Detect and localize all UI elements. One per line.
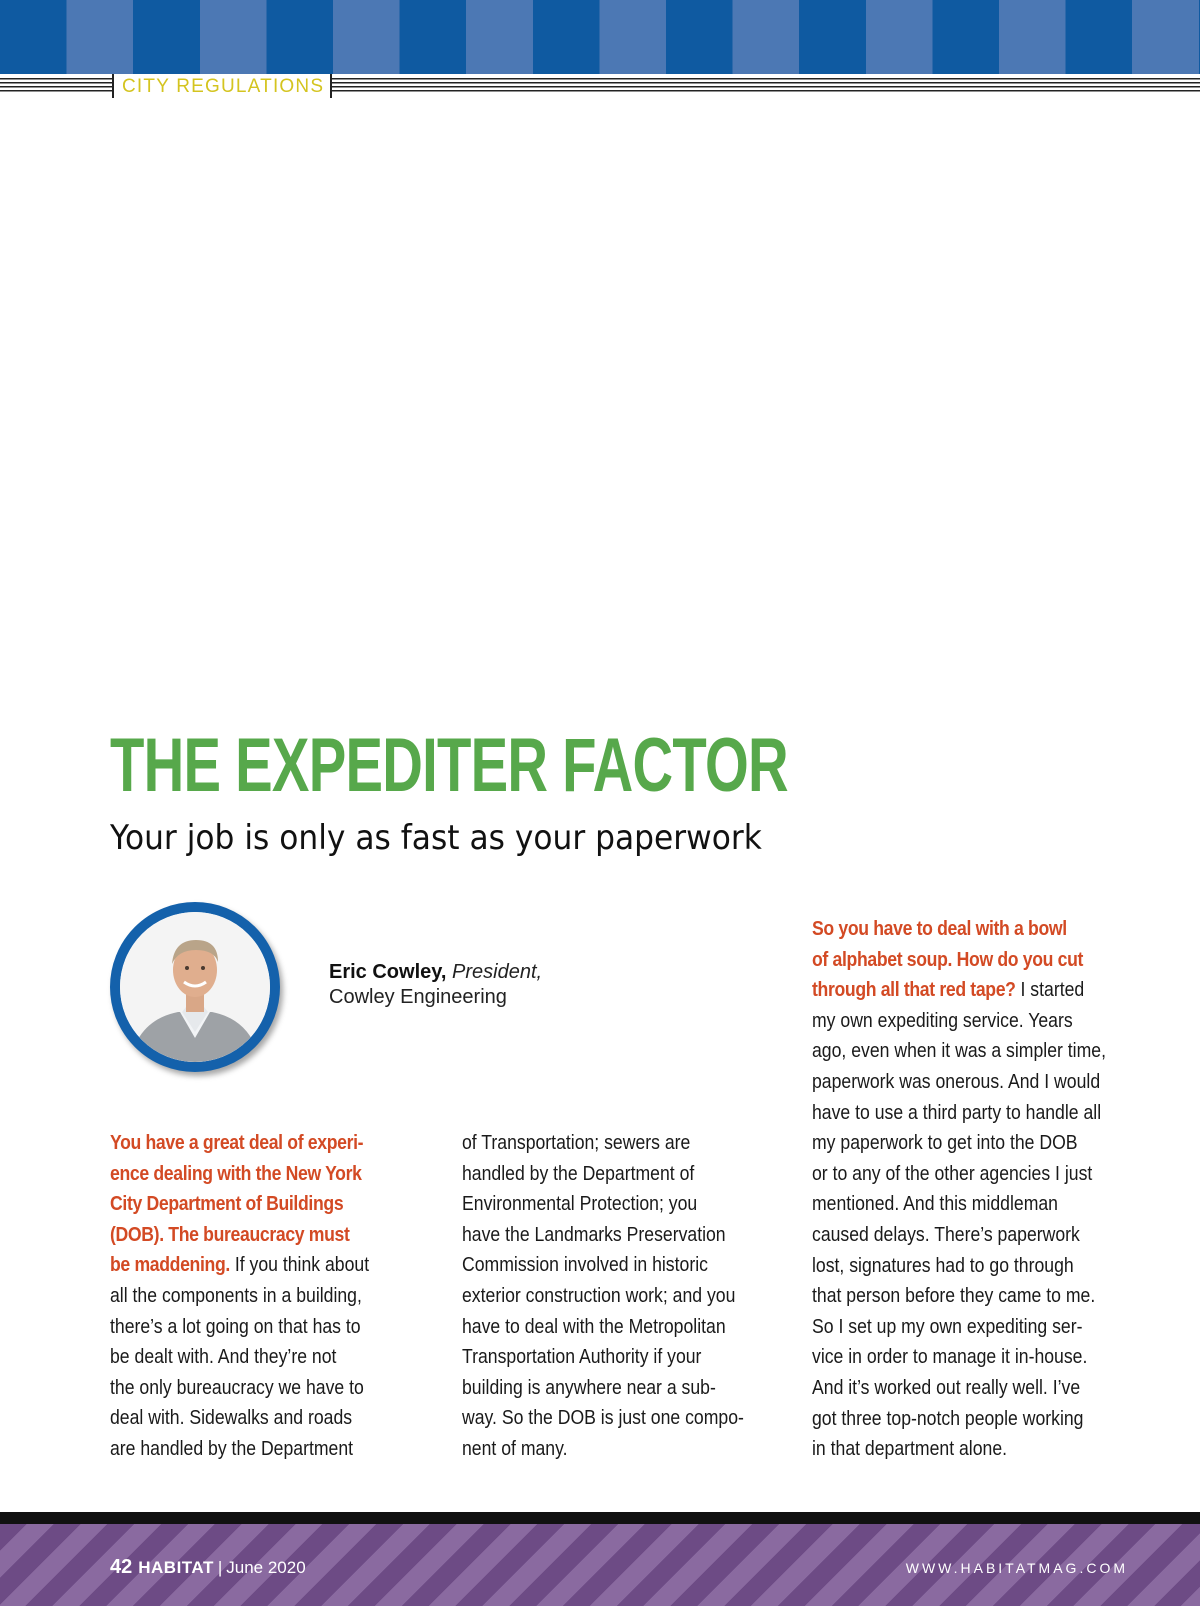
question-text: through all that red tape?	[812, 978, 1016, 1002]
answer-text: of Transportation; sewers are	[462, 1131, 691, 1154]
author-name: Eric Cowley,	[329, 961, 447, 983]
answer-text: handled by the Department of	[462, 1161, 695, 1185]
body-column-1	[110, 1128, 432, 1465]
body-line	[812, 914, 1089, 945]
question-text: (DOB). The bureaucracy must	[110, 1222, 350, 1246]
answer-text: Transportation Authority if your	[462, 1345, 702, 1369]
question-text: So you have to deal with a bowl	[812, 917, 1067, 940]
body-line	[812, 1220, 1089, 1251]
body-line	[812, 1434, 1089, 1465]
answer-text: caused delays. There’s paperwork	[812, 1222, 1080, 1246]
answer-text: building is anywhere near a sub-	[462, 1375, 716, 1399]
body-line	[812, 1159, 1093, 1190]
rule-lines-right	[332, 78, 1200, 94]
answer-text: deal with. Sidewalks and roads	[110, 1406, 353, 1430]
answer-text: nent of many.	[462, 1436, 568, 1460]
body-line	[110, 1403, 387, 1434]
answer-text: paperwork was onerous. And I would	[812, 1069, 1101, 1093]
question-text: of alphabet soup. How do you cut	[812, 947, 1084, 971]
body-line	[812, 1036, 1106, 1067]
body-line	[462, 1250, 739, 1281]
article-subhead: Your job is only as fast as your paperwork	[110, 818, 762, 858]
question-text: City Department of Buildings	[110, 1192, 344, 1216]
website-url: WWW.HABITATMAG.COM	[905, 1560, 1128, 1576]
section-rule	[0, 74, 1200, 100]
body-line	[462, 1281, 739, 1312]
author-byline	[329, 960, 542, 1010]
body-line	[812, 945, 1089, 976]
body-line	[462, 1189, 739, 1220]
answer-text: So I set up my own expediting ser-	[812, 1314, 1083, 1338]
body-line	[462, 1128, 739, 1159]
body-line	[812, 1128, 1089, 1159]
answer-text: in that department alone.	[812, 1437, 1008, 1461]
answer-text: way. So the DOB is just one compo-	[462, 1406, 744, 1430]
body-line	[462, 1434, 739, 1465]
answer-text: have to use a third party to handle all	[812, 1100, 1102, 1124]
answer-text: or to any of the other agencies I just	[812, 1161, 1093, 1185]
body-line	[110, 1250, 387, 1281]
section-label-box	[112, 74, 332, 98]
answer-text: If you think about	[229, 1253, 370, 1277]
page-number: 42	[110, 1556, 133, 1578]
answer-text: Environmental Protection; you	[462, 1192, 698, 1216]
answer-text: be dealt with. And they’re not	[110, 1345, 337, 1369]
body-line	[462, 1312, 739, 1343]
answer-text: And it’s worked out really well. I’ve	[812, 1375, 1081, 1399]
article-headline: THE EXPEDITER FACTOR	[110, 723, 788, 808]
body-line	[462, 1403, 744, 1434]
body-column-2	[462, 1128, 784, 1465]
question-text: ence dealing with the New York	[110, 1161, 362, 1185]
body-line	[110, 1189, 387, 1220]
body-line	[110, 1128, 387, 1159]
body-line	[812, 1281, 1096, 1312]
magazine-name: HABITAT	[138, 1558, 214, 1577]
answer-text: ago, even when it was a simpler time,	[812, 1039, 1106, 1063]
section-label: CITY REGULATIONS	[122, 76, 325, 97]
footer-folio	[110, 1556, 306, 1579]
body-line	[110, 1342, 387, 1373]
body-line	[812, 975, 1089, 1006]
answer-text: the only bureaucracy we have to	[110, 1375, 364, 1399]
body-line	[462, 1220, 739, 1251]
body-line	[812, 1342, 1089, 1373]
body-line	[110, 1434, 387, 1465]
answer-text: got three top-notch people working	[812, 1406, 1084, 1430]
body-line	[110, 1159, 387, 1190]
answer-text: that person before they came to me.	[812, 1284, 1096, 1308]
author-portrait	[110, 902, 280, 1072]
folio-separator: |	[217, 1558, 223, 1577]
body-line	[812, 1251, 1089, 1282]
author-title: President,	[452, 961, 543, 983]
issue-date: June 2020	[226, 1558, 306, 1577]
body-line	[812, 1373, 1089, 1404]
answer-text: lost, signatures had to go through	[812, 1253, 1074, 1277]
author-company: Cowley Engineering	[329, 986, 507, 1008]
answer-text: all the components in a building,	[110, 1283, 362, 1307]
answer-text: have the Landmarks Preservation	[462, 1222, 726, 1246]
body-line	[812, 1312, 1089, 1343]
body-line	[462, 1342, 739, 1373]
answer-text: have to deal with the Metropolitan	[462, 1314, 726, 1338]
header-striped-band	[0, 0, 1200, 74]
body-line	[812, 1067, 1101, 1098]
rule-lines-left	[0, 78, 112, 94]
question-text: You have a great deal of experi-	[110, 1131, 364, 1154]
answer-text: vice in order to manage it in-house.	[812, 1345, 1088, 1369]
body-line	[462, 1159, 739, 1190]
body-line	[110, 1373, 387, 1404]
body-line	[110, 1281, 387, 1312]
answer-text: mentioned. And this middleman	[812, 1192, 1058, 1216]
question-text: be maddening.	[110, 1253, 230, 1277]
body-line	[110, 1312, 387, 1343]
body-column-3	[812, 914, 1134, 1465]
body-line	[462, 1373, 739, 1404]
body-line	[110, 1220, 387, 1251]
answer-text: there’s a lot going on that has to	[110, 1314, 361, 1338]
body-line	[812, 1404, 1089, 1435]
answer-text: my own expediting service. Years	[812, 1008, 1073, 1032]
answer-text: are handled by the Department	[110, 1436, 354, 1460]
body-line	[812, 1006, 1089, 1037]
answer-text: Commission involved in historic	[462, 1253, 708, 1277]
portrait-photo-icon	[120, 912, 270, 1062]
answer-text: exterior construction work; and you	[462, 1283, 736, 1307]
answer-text: I started	[1015, 978, 1085, 1002]
answer-text: my paperwork to get into the DOB	[812, 1131, 1078, 1155]
body-line	[812, 1189, 1089, 1220]
footer-rule	[0, 1512, 1200, 1524]
body-line	[812, 1098, 1102, 1129]
